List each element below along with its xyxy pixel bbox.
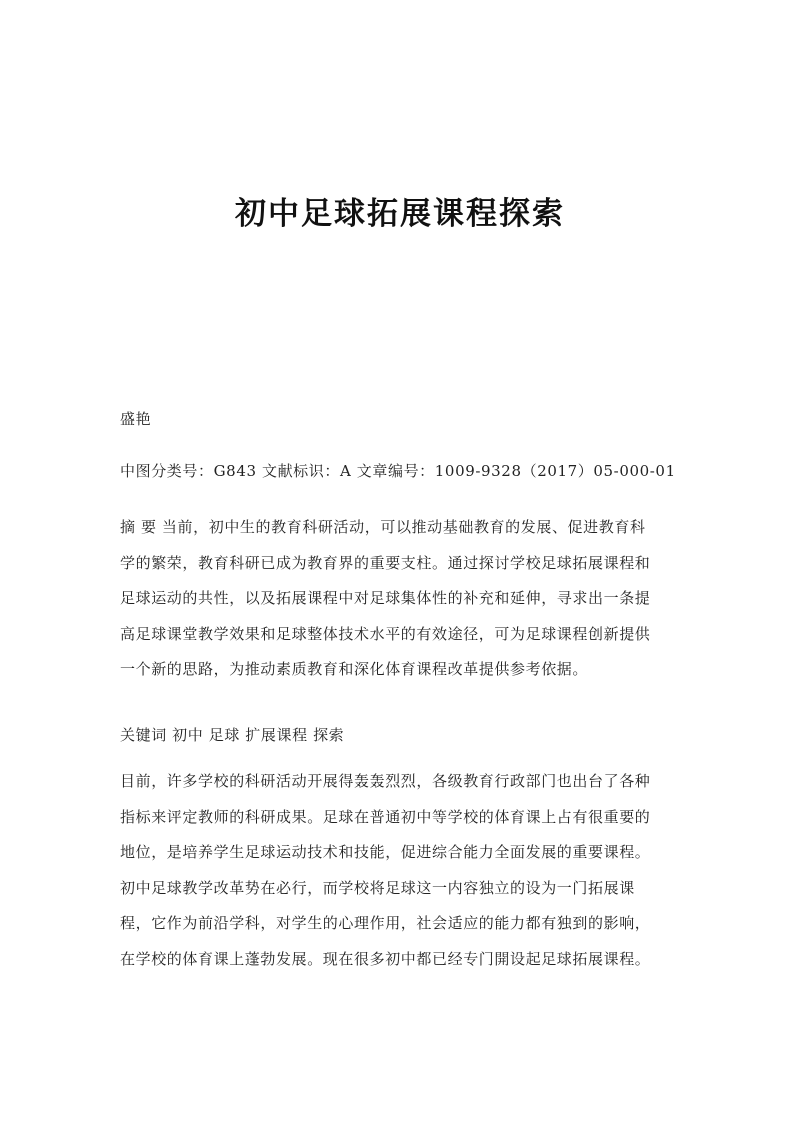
- paragraph-line: 在学校的体育课上蓬勃发展。现在很多初中都已经专门開设起足球拓展课程。: [120, 949, 651, 968]
- paragraph-line: 目前，许多学校的科研活动开展得轰轰烈烈，各级教育行政部门也出台了各种: [120, 772, 651, 790]
- abstract-line: 一个新的思路，为推动素质教育和深化体育课程改革提供参考依据。: [120, 660, 589, 678]
- abstract-line: 学的繁荣，教育科研已成为教育界的重要支柱。通过探讨学校足球拓展课程和: [120, 553, 651, 572]
- abstract-line: 高足球课堂教学效果和足球整体技术水平的有效途径，可为足球课程创新提供: [120, 624, 651, 643]
- paragraph-line: 程，它作为前沿学科，对学生的心理作用，社会适应的能力都有独到的影响，: [120, 914, 651, 933]
- abstract-line: 摘 要 当前，初中生的教育科研活动，可以推动基础教育的发展、促进教育科: [120, 518, 646, 536]
- abstract-line: 足球运动的共性，以及拓展课程中对足球集体性的补充和延伸，寻求出一条提: [120, 589, 651, 607]
- paragraph-line: 初中足球教学改革势在必行，而学校将足球这一内容独立的设为一门拓展课: [120, 878, 635, 897]
- body-paragraph: [120, 764, 680, 978]
- paragraph-line: 地位，是培养学生足球运动技术和技能，促进综合能力全面发展的重要课程。: [120, 843, 651, 862]
- classification-info: 中图分类号：G843 文献标识：A 文章编号：1009-9328（2017）05-000-01: [120, 462, 676, 480]
- document-title: 初中足球拓展课程探索: [235, 196, 565, 232]
- paragraph-line: 指标来评定教师的科研成果。足球在普通初中等学校的体育课上占有很重要的: [120, 807, 651, 826]
- keywords: 关键词 初中 足球 扩展课程 探索: [120, 726, 345, 744]
- author-name: 盛艳: [120, 410, 152, 428]
- abstract: [120, 510, 680, 688]
